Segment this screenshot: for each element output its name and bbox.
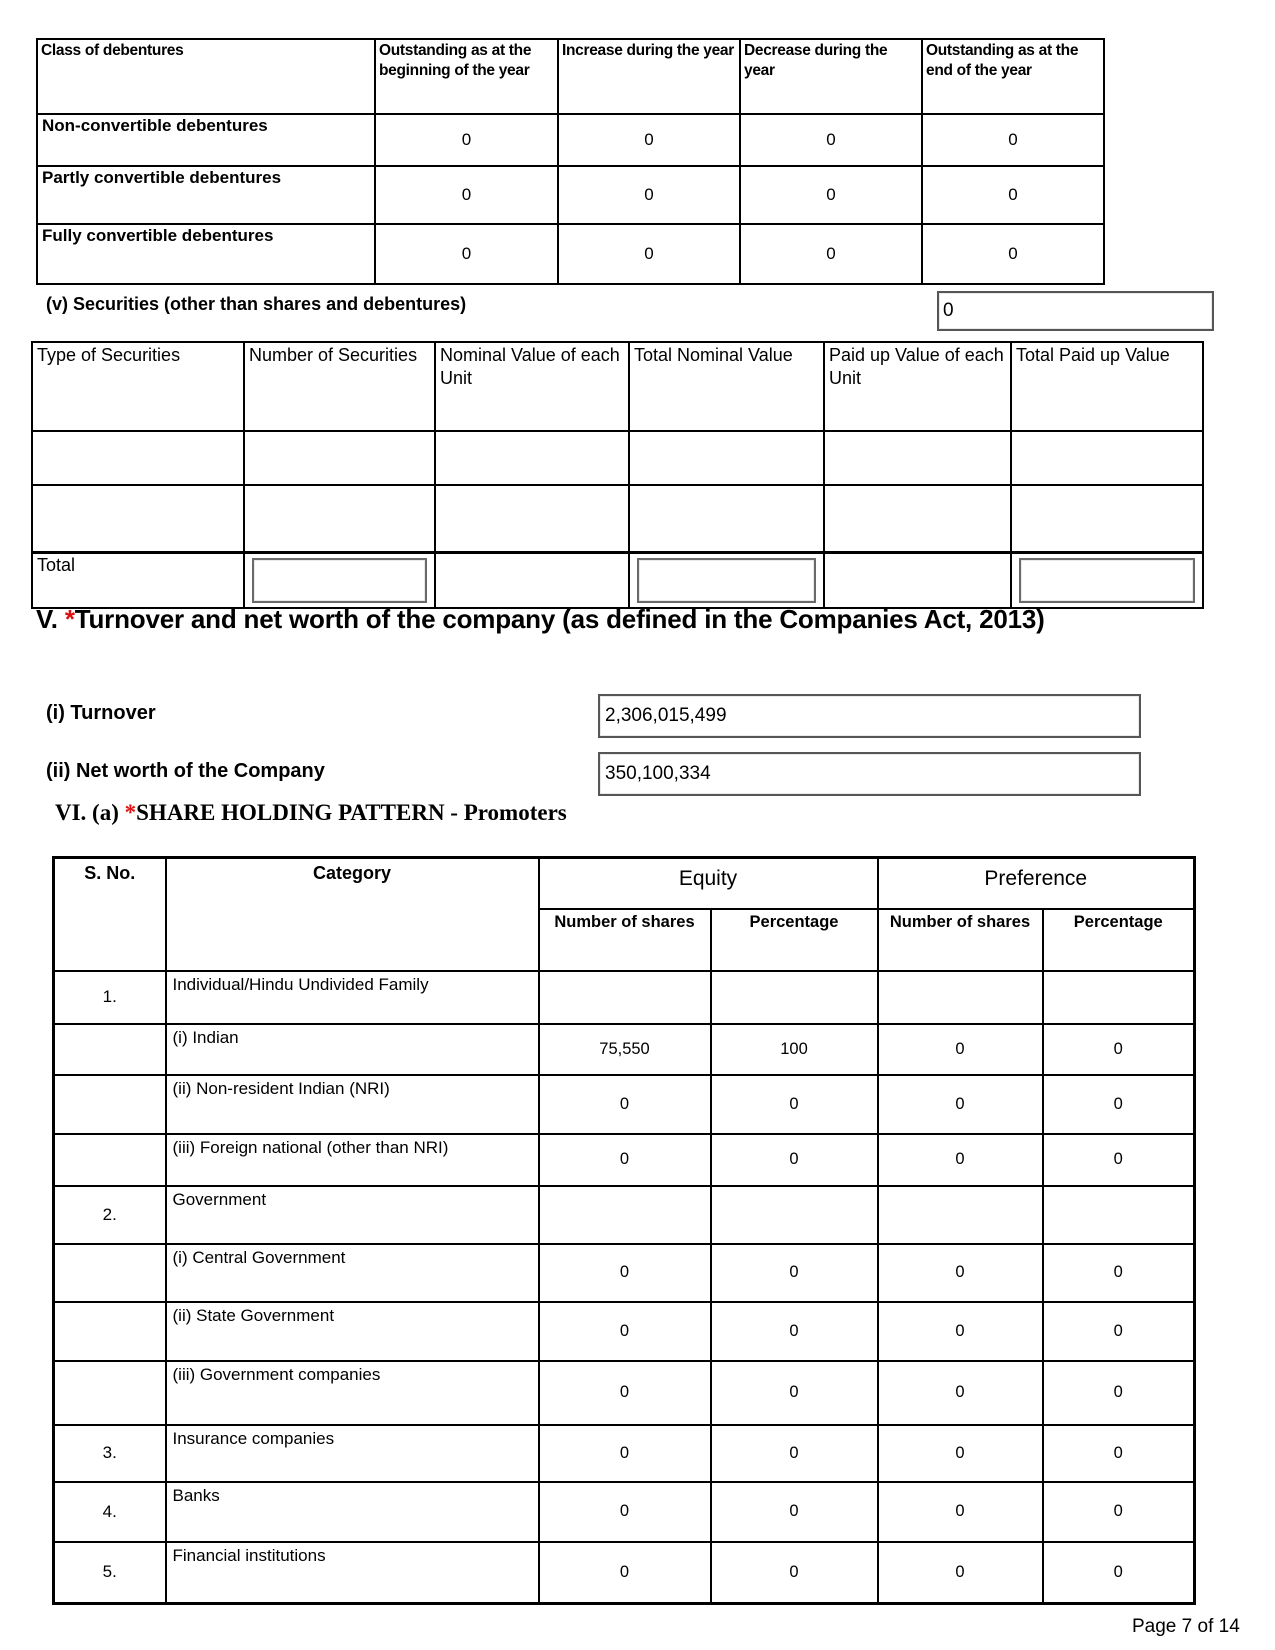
header-cell: Paid up Value of each Unit [824, 342, 1011, 431]
value-cell: 0 [539, 1134, 711, 1186]
sno-cell [54, 1361, 166, 1425]
value-cell: 0 [711, 1542, 878, 1604]
section-v-heading [36, 604, 1045, 635]
value-cell: 0 [878, 1425, 1043, 1482]
total-field-box[interactable] [637, 558, 816, 603]
value-cell: 0 [539, 1425, 711, 1482]
value-cell [539, 1186, 711, 1244]
value-cell: 0 [711, 1302, 878, 1361]
section-vi-heading [55, 800, 567, 826]
header-cell: Type of Securities [32, 342, 244, 431]
sno-cell: 5. [54, 1542, 166, 1604]
shareholding-header-row [54, 858, 1195, 909]
empty-cell [32, 431, 244, 485]
table-row [54, 1186, 1195, 1244]
empty-cell [435, 485, 629, 552]
preference-header: Preference [878, 858, 1195, 909]
value-cell: 0 [711, 1075, 878, 1134]
header-cell: Decrease during the year [740, 39, 922, 114]
total-field-box[interactable] [1019, 558, 1195, 603]
value-cell: 0 [922, 224, 1104, 284]
debentures-header-row [37, 39, 1104, 114]
value-cell: 0 [539, 1361, 711, 1425]
value-cell: 0 [878, 1024, 1043, 1075]
value-cell: 0 [558, 114, 740, 166]
value-cell: 0 [1043, 1134, 1195, 1186]
value-cell: 0 [878, 1542, 1043, 1604]
empty-cell [629, 431, 824, 485]
table-row [54, 1024, 1195, 1075]
category-cell: (i) Indian [166, 1024, 539, 1075]
debentures-table [36, 38, 1105, 285]
value-cell: 0 [558, 166, 740, 224]
value-cell: 0 [922, 166, 1104, 224]
header-cell: Outstanding as at the beginning of the year [375, 39, 558, 114]
total-cell [244, 552, 435, 608]
value-cell: 0 [1043, 1024, 1195, 1075]
value-cell [711, 971, 878, 1024]
heading-text: Turnover and net worth of the company (as defined in the Companies Act, 2013) [74, 604, 1045, 634]
sno-cell [54, 1244, 166, 1302]
value-cell: 0 [711, 1425, 878, 1482]
value-cell: 0 [1043, 1482, 1195, 1542]
turnover-field[interactable]: 2,306,015,499 [598, 694, 1141, 738]
heading-prefix: VI. (a) [55, 800, 125, 825]
securities-field[interactable]: 0 [937, 291, 1214, 331]
required-asterisk: * [124, 800, 137, 825]
total-label-cell: Total [32, 552, 244, 608]
percentage-subheader: Percentage [711, 909, 878, 971]
value-cell: 0 [878, 1361, 1043, 1425]
category-cell: (i) Central Government [166, 1244, 539, 1302]
percentage-subheader: Percentage [1043, 909, 1195, 971]
sno-cell [54, 1302, 166, 1361]
value-cell: 0 [375, 166, 558, 224]
empty-cell [1011, 431, 1203, 485]
category-cell: (iii) Foreign national (other than NRI) [166, 1134, 539, 1186]
value-cell: 0 [539, 1482, 711, 1542]
page-footer: Page 7 of 14 [1132, 1616, 1240, 1637]
empty-cell [244, 485, 435, 552]
value-cell: 0 [711, 1361, 878, 1425]
header-cell: Total Nominal Value [629, 342, 824, 431]
value-cell: 0 [878, 1302, 1043, 1361]
empty-cell [824, 552, 1011, 608]
empty-cell [32, 485, 244, 552]
row-label-cell: Non-convertible debentures [37, 114, 375, 166]
value-cell: 0 [711, 1134, 878, 1186]
value-cell [1043, 1186, 1195, 1244]
category-header: Category [166, 858, 539, 971]
value-cell: 0 [375, 114, 558, 166]
empty-cell [435, 431, 629, 485]
category-cell: Individual/Hindu Undivided Family [166, 971, 539, 1024]
value-cell: 0 [878, 1482, 1043, 1542]
header-cell: Increase during the year [558, 39, 740, 114]
value-cell: 0 [740, 166, 922, 224]
table-row [37, 224, 1104, 284]
category-cell: (ii) Non-resident Indian (NRI) [166, 1075, 539, 1134]
heading-text: SHARE HOLDING PATTERN - Promoters [136, 800, 567, 825]
value-cell: 0 [539, 1244, 711, 1302]
value-cell: 0 [922, 114, 1104, 166]
table-row [54, 1361, 1195, 1425]
header-cell: Outstanding as at the end of the year [922, 39, 1104, 114]
empty-cell [629, 485, 824, 552]
networth-label: (ii) Net worth of the Company [46, 760, 325, 782]
header-cell: Nominal Value of each Unit [435, 342, 629, 431]
table-row [54, 1302, 1195, 1361]
value-cell: 0 [878, 1075, 1043, 1134]
table-row [54, 1075, 1195, 1134]
shareholding-table [52, 856, 1196, 1605]
sno-cell [54, 1024, 166, 1075]
securities-total-row [32, 552, 1203, 608]
category-cell: Government [166, 1186, 539, 1244]
category-cell: Financial institutions [166, 1542, 539, 1604]
header-cell: Number of Securities [244, 342, 435, 431]
header-cell: Class of debentures [37, 39, 375, 114]
category-cell: (iii) Government companies [166, 1361, 539, 1425]
total-cell [1011, 552, 1203, 608]
table-row [37, 166, 1104, 224]
turnover-label: (i) Turnover [46, 702, 156, 724]
empty-cell [435, 552, 629, 608]
required-asterisk: * [64, 604, 75, 634]
empty-cell [1011, 485, 1203, 552]
sno-cell: 2. [54, 1186, 166, 1244]
value-cell [878, 1186, 1043, 1244]
row-label-cell: Fully convertible debentures [37, 224, 375, 284]
category-cell: Insurance companies [166, 1425, 539, 1482]
empty-cell [244, 431, 435, 485]
value-cell [878, 971, 1043, 1024]
table-row [54, 1542, 1195, 1604]
category-cell: (ii) State Government [166, 1302, 539, 1361]
value-cell: 0 [1043, 1302, 1195, 1361]
securities-header-row [32, 342, 1203, 431]
equity-header: Equity [539, 858, 878, 909]
value-cell: 0 [740, 114, 922, 166]
value-cell: 0 [539, 1302, 711, 1361]
header-cell: Total Paid up Value [1011, 342, 1203, 431]
value-cell: 0 [1043, 1244, 1195, 1302]
empty-cell [824, 485, 1011, 552]
value-cell: 0 [878, 1134, 1043, 1186]
value-cell: 0 [878, 1244, 1043, 1302]
shares-subheader: Number of shares [878, 909, 1043, 971]
shares-subheader: Number of shares [539, 909, 711, 971]
sno-cell: 3. [54, 1425, 166, 1482]
value-cell: 0 [539, 1542, 711, 1604]
value-cell [711, 1186, 878, 1244]
sno-header: S. No. [54, 858, 166, 971]
value-cell: 0 [740, 224, 922, 284]
sno-cell: 4. [54, 1482, 166, 1542]
value-cell: 0 [1043, 1075, 1195, 1134]
value-cell [539, 971, 711, 1024]
value-cell: 0 [558, 224, 740, 284]
sno-cell [54, 1075, 166, 1134]
table-row [54, 1244, 1195, 1302]
sno-cell: 1. [54, 971, 166, 1024]
value-cell: 75,550 [539, 1024, 711, 1075]
total-field-box[interactable] [252, 558, 427, 603]
value-cell: 0 [711, 1244, 878, 1302]
securities-table [31, 341, 1204, 609]
value-cell: 0 [711, 1482, 878, 1542]
empty-cell [824, 431, 1011, 485]
value-cell [1043, 971, 1195, 1024]
table-row [32, 485, 1203, 552]
networth-field[interactable]: 350,100,334 [598, 752, 1141, 796]
value-cell: 100 [711, 1024, 878, 1075]
value-cell: 0 [1043, 1361, 1195, 1425]
value-cell: 0 [1043, 1542, 1195, 1604]
row-label-cell: Partly convertible debentures [37, 166, 375, 224]
value-cell: 0 [539, 1075, 711, 1134]
table-row [37, 114, 1104, 166]
table-row [54, 1482, 1195, 1542]
securities-label: (v) Securities (other than shares and debentures) [46, 294, 467, 314]
heading-prefix: V. [36, 604, 65, 634]
sno-cell [54, 1134, 166, 1186]
value-cell: 0 [375, 224, 558, 284]
value-cell: 0 [1043, 1425, 1195, 1482]
total-cell [629, 552, 824, 608]
table-row [54, 1134, 1195, 1186]
table-row [54, 971, 1195, 1024]
table-row [54, 1425, 1195, 1482]
table-row [32, 431, 1203, 485]
category-cell: Banks [166, 1482, 539, 1542]
